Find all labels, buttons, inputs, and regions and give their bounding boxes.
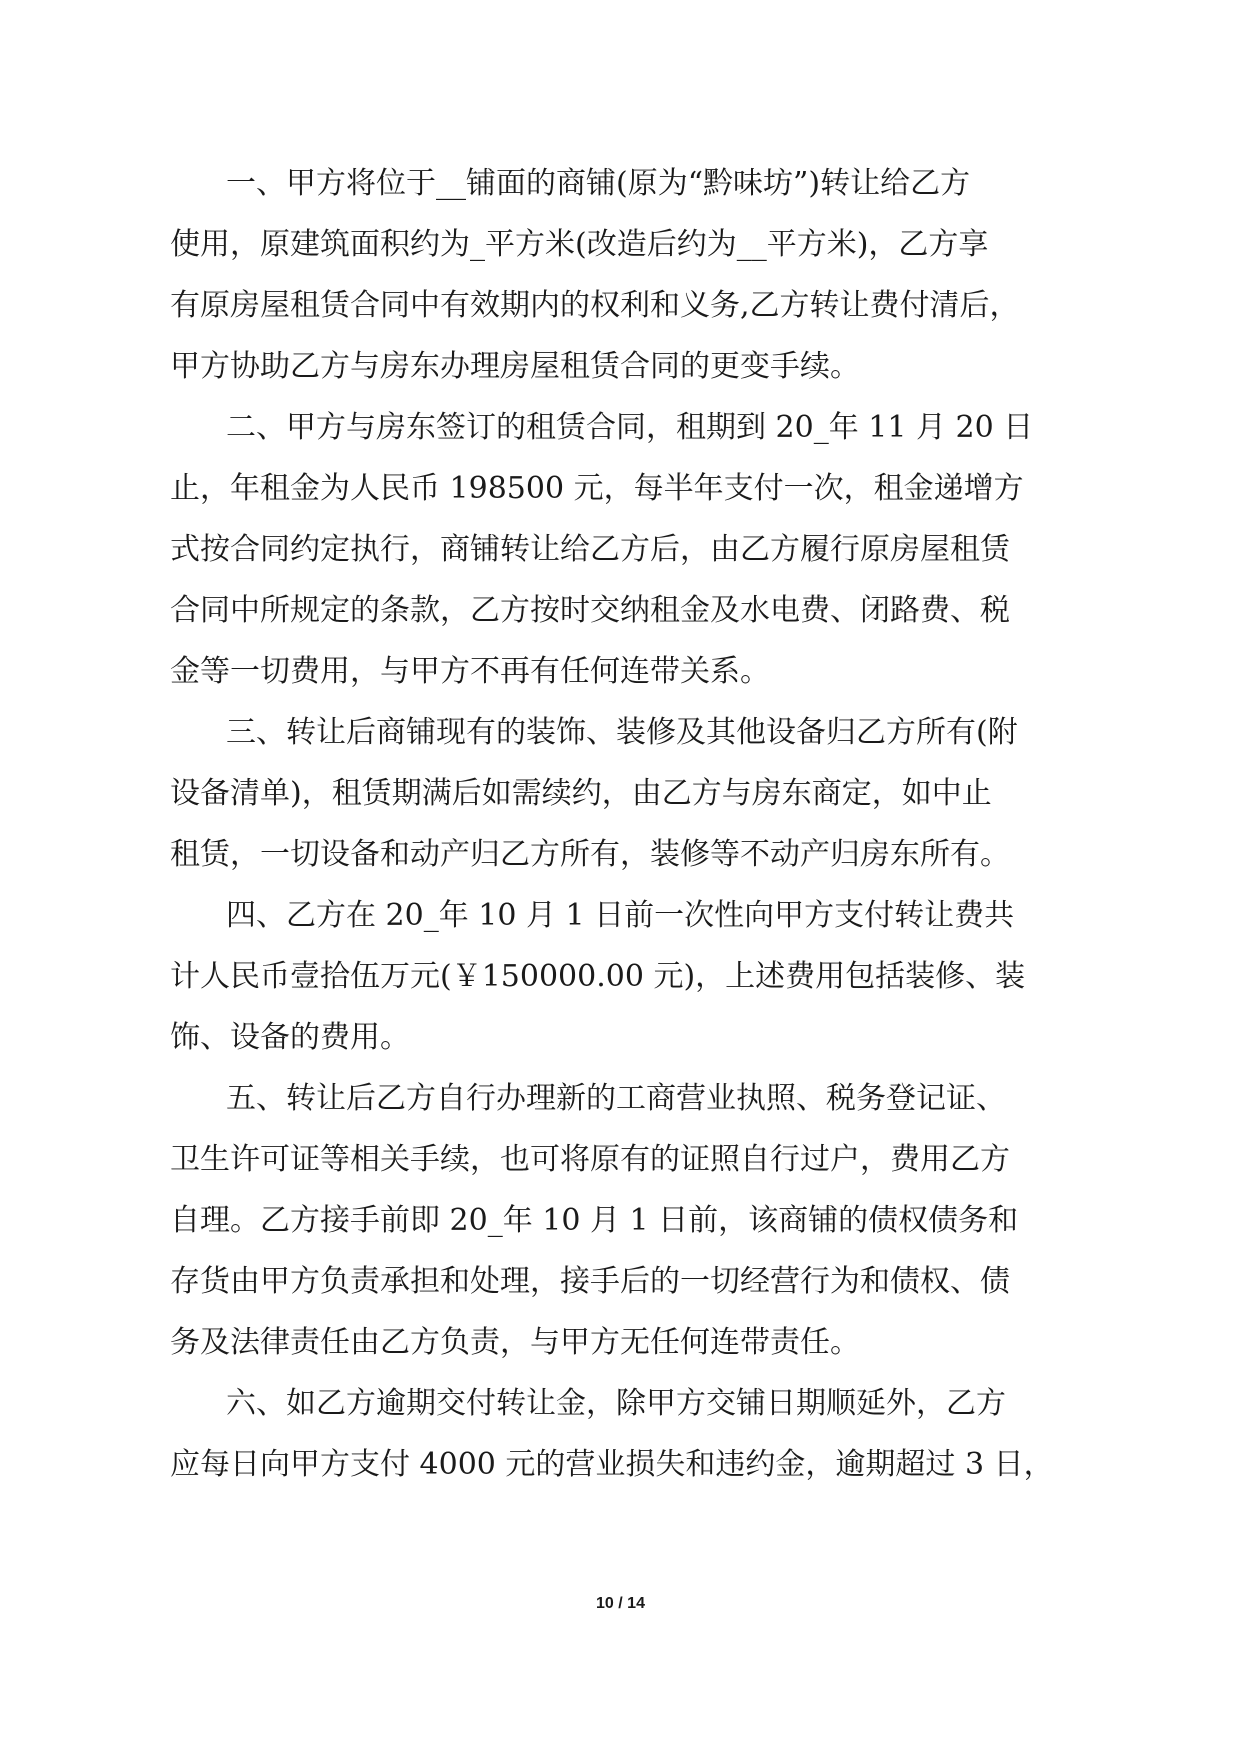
paragraph-line: 务及法律责任由乙方负责，与甲方无任何连带责任。 — [170, 1325, 860, 1360]
paragraph-line: 五、转让后乙方自行办理新的工商营业执照、税务登记证、 — [226, 1081, 1006, 1116]
paragraph-line: 设备清单)，租赁期满后如需续约，由乙方与房东商定，如中止 — [170, 776, 992, 811]
paragraph-line: 饰、设备的费用。 — [170, 1020, 410, 1055]
paragraph-line: 止，年租金为人民币 198500 元，每半年支付一次，租金递增方 — [170, 471, 1024, 506]
paragraph-line: 存货由甲方负责承担和处理，接手后的一切经营行为和债权、债 — [170, 1264, 1010, 1299]
paragraph-line: 三、转让后商铺现有的装饰、装修及其他设备归乙方所有(附 — [226, 715, 1018, 750]
paragraph-line: 合同中所规定的条款，乙方按时交纳租金及水电费、闭路费、税 — [170, 593, 1010, 628]
paragraph-line: 二、甲方与房东签订的租赁合同，租期到 20_年 11 月 20 日 — [226, 410, 1034, 445]
paragraph-line: 四、乙方在 20_年 10 月 1 日前一次性向甲方支付转让费共 — [226, 898, 1015, 933]
page-number: 10 / 14 — [596, 1595, 645, 1612]
paragraph-line: 卫生许可证等相关手续，也可将原有的证照自行过户，费用乙方 — [170, 1142, 1010, 1177]
paragraph-line: 应每日向甲方支付 4000 元的营业损失和违约金，逾期超过 3 日， — [170, 1447, 1054, 1482]
paragraph-line: 甲方协助乙方与房东办理房屋租赁合同的更变手续。 — [170, 349, 860, 384]
paragraph-line: 六、如乙方逾期交付转让金，除甲方交铺日期顺延外，乙方 — [226, 1386, 1006, 1421]
paragraph-line: 自理。乙方接手前即 20_年 10 月 1 日前，该商铺的债权债务和 — [170, 1203, 1019, 1238]
paragraph-line: 使用，原建筑面积约为_平方米(改造后约为__平方米)，乙方享 — [170, 227, 989, 262]
paragraph-line: 租赁，一切设备和动产归乙方所有，装修等不动产归房东所有。 — [170, 837, 1010, 872]
paragraph-line: 金等一切费用，与甲方不再有任何连带关系。 — [170, 654, 770, 689]
paragraph-line: 有原房屋租赁合同中有效期内的权利和义务,乙方转让费付清后， — [170, 288, 1020, 323]
paragraph-line: 式按合同约定执行，商铺转让给乙方后，由乙方履行原房屋租赁 — [170, 532, 1010, 567]
paragraph-line: 一、甲方将位于__铺面的商铺(原为“黔味坊”)转让给乙方 — [226, 166, 971, 201]
paragraph-line: 计人民币壹拾伍万元(￥150000.00 元)，上述费用包括装修、装 — [170, 959, 1026, 994]
